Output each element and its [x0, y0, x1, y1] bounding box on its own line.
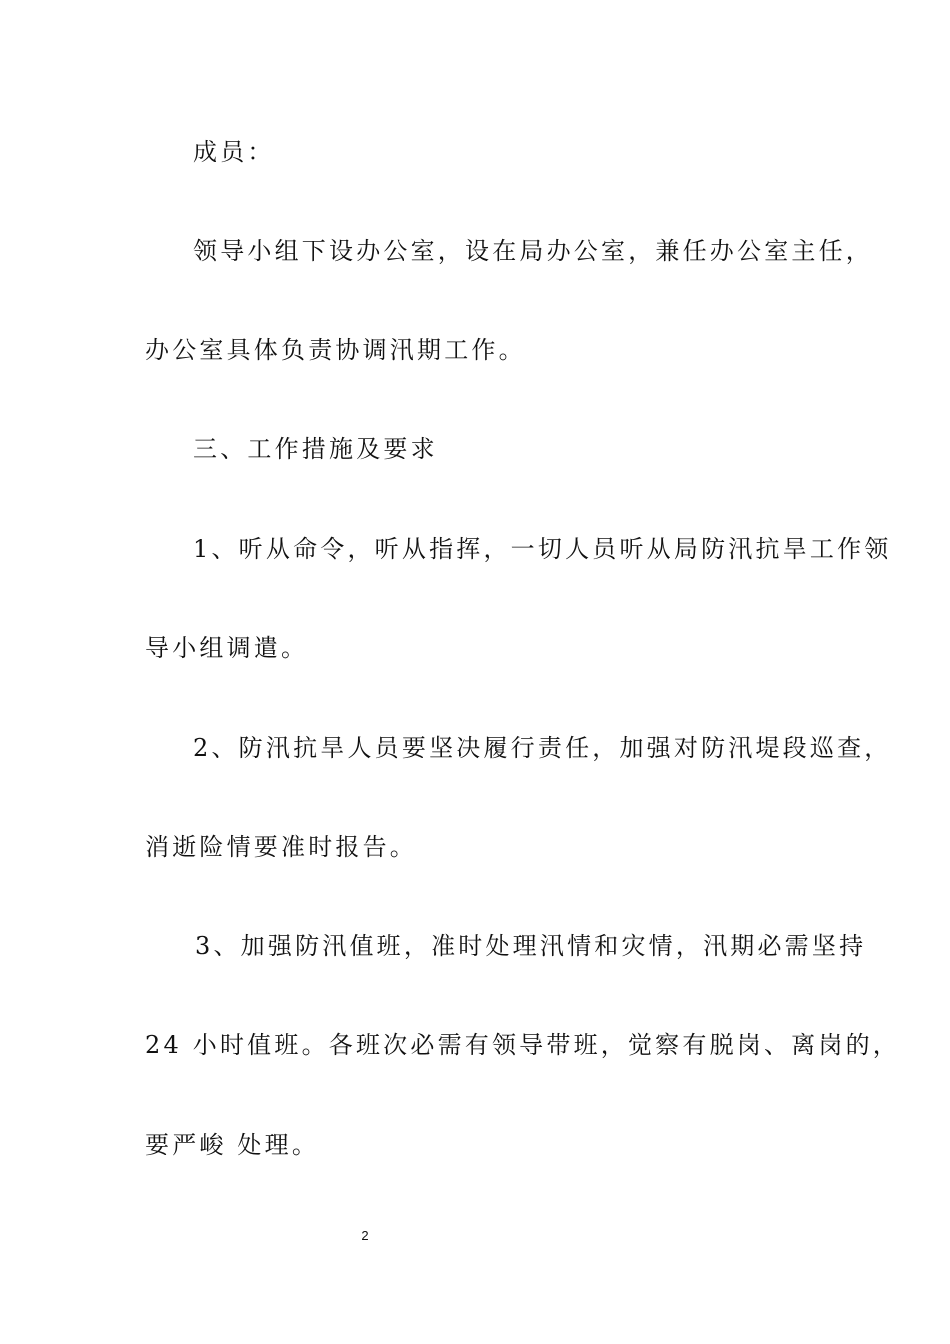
text-line-item-1-cont: 导小组调遣。 — [145, 634, 309, 662]
text-line-item-3-cont: 24 小时值班。各班次必需有领导带班，觉察有脱岗、离岗的， — [145, 1031, 900, 1059]
text-line-item-3-end: 要严峻 处理。 — [145, 1131, 320, 1159]
text-line-members: 成员： — [193, 138, 275, 166]
text-line-office-duty: 办公室具体负责协调汛期工作。 — [145, 336, 526, 364]
page-number: 2 — [361, 1228, 369, 1243]
text-line-item-1: 1、听从命令，听从指挥，一切人员听从局防汛抗旱工作领 — [193, 535, 892, 563]
text-line-item-3: 3、加强防汛值班，准时处理汛情和灾情，汛期必需坚持 — [195, 932, 867, 960]
text-line-office-setup: 领导小组下设办公室，设在局办公室，兼任办公室主任， — [193, 237, 873, 265]
text-line-item-2-cont: 消逝险情要准时报告。 — [145, 833, 417, 861]
section-heading-measures: 三、工作措施及要求 — [193, 435, 438, 463]
text-line-item-2: 2、防汛抗旱人员要坚决履行责任，加强对防汛堤段巡查， — [193, 734, 892, 762]
